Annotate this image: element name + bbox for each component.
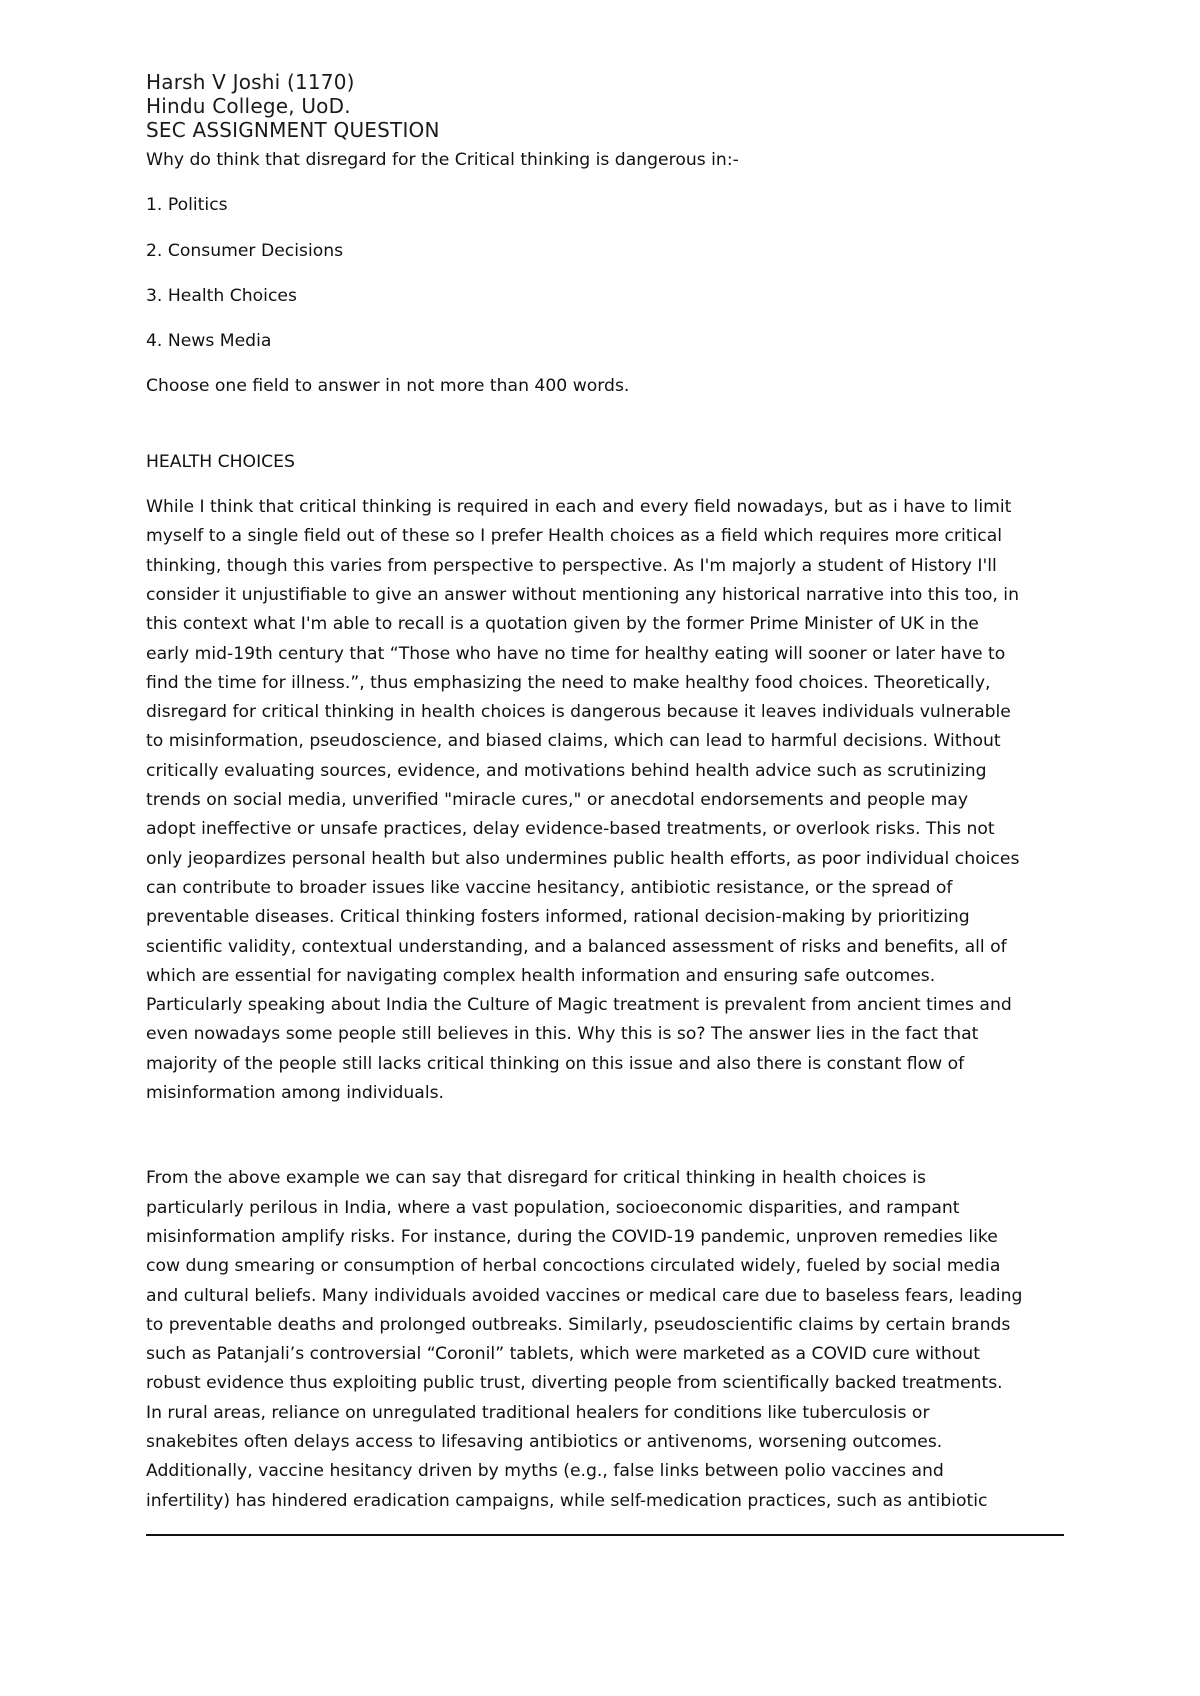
paragraph-line: to preventable deaths and prolonged outbreaks. Similarly, pseudoscientific claims by certain brands (146, 1314, 1011, 1335)
instruction-text: Choose one field to answer in not more than 400 words. (146, 376, 630, 397)
paragraph-line: robust evidence thus exploiting public trust, diverting people from scientifically backed treatments. (146, 1373, 1003, 1394)
option-consumer-decisions: 2. Consumer Decisions (146, 240, 344, 261)
paragraph-line: early mid-19th century that “Those who have no time for healthy eating will sooner or later have to (146, 643, 1006, 664)
paragraph-line: cow dung smearing or consumption of herbal concoctions circulated widely, fueled by social media (146, 1256, 1001, 1277)
option-health-choices: 3. Health Choices (146, 285, 297, 306)
author-name: Harsh V Joshi (1170) (146, 70, 355, 94)
paragraph-line: disregard for critical thinking in health choices is dangerous because it leaves individuals vulnerable (146, 702, 1011, 723)
paragraph-line: In rural areas, reliance on unregulated traditional healers for conditions like tuberculosis or (146, 1402, 930, 1423)
paragraph-line: snakebites often delays access to lifesaving antibiotics or antivenoms, worsening outcomes. (146, 1431, 943, 1452)
paragraph-line: particularly perilous in India, where a vast population, socioeconomic disparities, and rampant (146, 1197, 960, 1218)
assignment-title: SEC ASSIGNMENT QUESTION (146, 118, 440, 142)
option-politics: 1. Politics (146, 195, 228, 216)
paragraph-line: majority of the people still lacks critical thinking on this issue and also there is constant flow of (146, 1053, 965, 1074)
paragraph-line: can contribute to broader issues like vaccine hesitancy, antibiotic resistance, or the spread of (146, 877, 953, 898)
paragraph-line: critically evaluating sources, evidence, and motivations behind health advice such as scrutinizing (146, 760, 987, 781)
page-bottom-rule (146, 1534, 1064, 1536)
paragraph-line: only jeopardizes personal health but also undermines public health efforts, as poor individual choices (146, 848, 1020, 869)
paragraph-line: preventable diseases. Critical thinking fosters informed, rational decision-making by prioritizing (146, 907, 970, 928)
paragraph-line: scientific validity, contextual understanding, and a balanced assessment of risks and benefits, all of (146, 936, 1007, 957)
college-name: Hindu College, UoD. (146, 94, 351, 118)
document-page (146, 70, 1066, 1516)
paragraph-line: From the above example we can say that disregard for critical thinking in health choices is (146, 1168, 926, 1189)
paragraph-1 (146, 493, 1066, 1108)
paragraph-line: adopt ineffective or unsafe practices, delay evidence-based treatments, or overlook risks. This not (146, 819, 995, 840)
paragraph-line: Additionally, vaccine hesitancy driven by myths (e.g., false links between polio vaccines and (146, 1461, 944, 1482)
paragraph-line: consider it unjustifiable to give an answer without mentioning any historical narrative into this too, in (146, 584, 1019, 605)
paragraph-line: infertility) has hindered eradication campaigns, while self-medication practices, such as antibiotic (146, 1490, 988, 1511)
paragraph-line: which are essential for navigating complex health information and ensuring safe outcomes. (146, 965, 936, 986)
paragraph-2 (146, 1164, 1066, 1516)
paragraph-line: trends on social media, unverified "miracle cures," or anecdotal endorsements and people may (146, 790, 969, 811)
paragraph-line: thinking, though this varies from perspective to perspective. As I'm majorly a student of History I'll (146, 555, 997, 576)
paragraph-line: to misinformation, pseudoscience, and biased claims, which can lead to harmful decisions. Without (146, 731, 1001, 752)
paragraph-line: find the time for illness.”, thus emphasizing the need to make healthy food choices. Theoretically, (146, 672, 991, 693)
paragraph-line: even nowadays some people still believes in this. Why this is so? The answer lies in the fact that (146, 1024, 979, 1045)
paragraph-line: While I think that critical thinking is required in each and every field nowadays, but as i have to limit (146, 497, 1012, 518)
paragraph-line: and cultural beliefs. Many individuals avoided vaccines or medical care due to baseless fears, leading (146, 1285, 1023, 1306)
paragraph-line: misinformation among individuals. (146, 1083, 445, 1104)
question-text: Why do think that disregard for the Critical thinking is dangerous in:- (146, 150, 739, 170)
section-heading: HEALTH CHOICES (146, 451, 295, 472)
option-news-media: 4. News Media (146, 331, 272, 352)
paragraph-line: this context what I'm able to recall is a quotation given by the former Prime Minister of UK in the (146, 614, 979, 635)
paragraph-line: Particularly speaking about India the Culture of Magic treatment is prevalent from ancient times and (146, 995, 1012, 1016)
paragraph-line: misinformation amplify risks. For instance, during the COVID-19 pandemic, unproven remedies like (146, 1226, 998, 1247)
paragraph-line: such as Patanjali’s controversial “Coronil” tablets, which were marketed as a COVID cure without (146, 1344, 980, 1365)
paragraph-line: myself to a single field out of these so I prefer Health choices as a field which requires more critical (146, 526, 1003, 547)
